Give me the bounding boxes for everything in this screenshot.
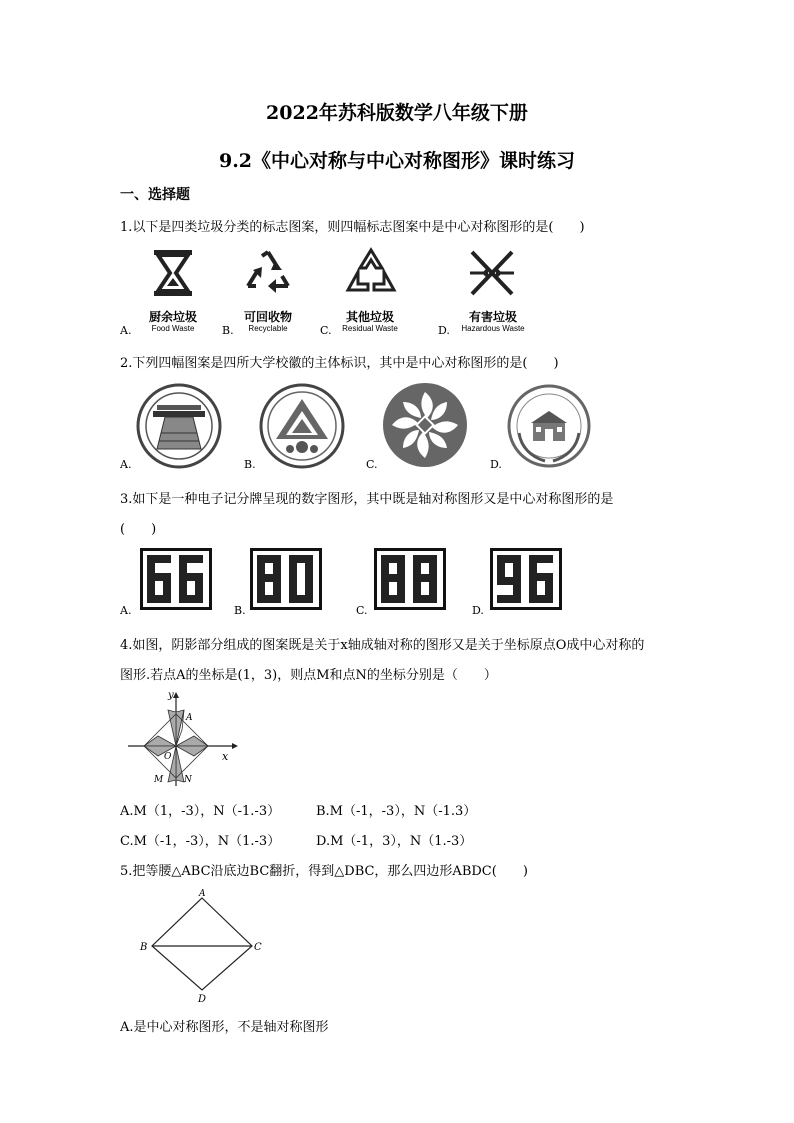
q1-label-c: C. <box>320 324 332 337</box>
digit-display-66 <box>143 551 209 607</box>
q3-label-c: C. <box>356 604 368 617</box>
question-3-paren: ( ) <box>120 522 157 537</box>
q5-rhombus-figure <box>138 888 268 1006</box>
point-label-c: C <box>254 942 262 953</box>
digit-display-80 <box>253 551 319 607</box>
q1-d-caption-cn: 有害垃圾 <box>468 310 517 324</box>
question-1-text: 1.以下是四类垃圾分类的标志图案，则四幅标志图案中是中心对称图形的是( ) <box>120 220 585 235</box>
q1-b-caption-en: Recyclable <box>248 324 288 333</box>
q4-option-c: C.M（-1，-3），N（1.-3） <box>120 834 281 849</box>
q3-label-d: D. <box>472 604 484 617</box>
axis-label-x: x <box>222 750 229 763</box>
q2-label-d: D. <box>490 458 502 471</box>
scoreboard-88 <box>374 548 446 610</box>
q3-label-b: B. <box>234 604 246 617</box>
axis-label-y: y <box>168 690 174 701</box>
scoreboard-66 <box>140 548 212 610</box>
university-emblem-c <box>381 382 469 468</box>
recycle-triangle-icon <box>242 248 294 298</box>
question-2-text: 2.下列四幅图案是四所大学校徽的主体标识，其中是中心对称图形的是( ) <box>120 356 559 371</box>
scoreboard-96 <box>490 548 562 610</box>
q1-c-caption-en: Residual Waste <box>342 324 398 333</box>
q2-label-a: A. <box>120 458 132 471</box>
scoreboard-80 <box>250 548 322 610</box>
q1-b-caption-cn: 可回收物 <box>243 310 292 324</box>
hazard-cross-icon <box>466 248 518 298</box>
question-4-text-line1: 4.如图，阴影部分组成的图案既是关于x轴成轴对称的图形又是关于坐标原点O成中心对称的 <box>120 638 645 653</box>
university-emblem-a <box>135 383 223 469</box>
q1-a-caption-cn: 厨余垃圾 <box>148 310 197 324</box>
q1-a-caption-en: Food Waste <box>151 324 195 333</box>
point-label-o: O <box>164 752 172 762</box>
q1-c-caption-cn: 其他垃圾 <box>345 310 394 324</box>
point-label-m: M <box>154 775 164 785</box>
q4-option-d: D.M（-1，3），N（1.-3） <box>316 834 473 849</box>
point-label-b: B <box>140 942 148 953</box>
university-emblem-d <box>505 383 593 469</box>
digit-display-88 <box>377 551 443 607</box>
point-label-a: A <box>199 889 206 899</box>
question-5-text: 5.把等腰△ABC沿底边BC翻折，得到△DBC，那么四边形ABDC( ) <box>120 864 528 879</box>
q5-option-a: A.是中心对称图形，不是轴对称图形 <box>120 1020 329 1035</box>
q4-option-a: A.M（1，-3），N（-1.-3） <box>120 804 281 819</box>
q4-option-b: B.M（-1，-3），N（-1.3） <box>316 804 477 819</box>
section-heading: 一、选择题 <box>120 187 190 203</box>
point-label-d: D <box>198 994 207 1005</box>
point-label-a: A <box>186 713 193 723</box>
q4-coordinate-figure <box>124 690 244 790</box>
question-4-text-line2: 图形.若点A的坐标是(1，3)，则点M和点N的坐标分别是（ ） <box>120 668 497 683</box>
q2-label-c: C. <box>366 458 378 471</box>
q1-label-b: B. <box>222 324 234 337</box>
q2-label-b: B. <box>244 458 256 471</box>
digit-display-96 <box>493 551 559 607</box>
point-label-n: N <box>184 775 192 785</box>
q1-d-caption-en: Hazardous Waste <box>461 324 525 333</box>
q1-label-d: D. <box>438 324 450 337</box>
q3-label-a: A. <box>120 604 132 617</box>
question-1-figures <box>120 244 560 339</box>
page-subtitle: 9.2《中心对称与中心对称图形》课时练习 <box>218 150 576 172</box>
page-title: 2022年苏科版数学八年级下册 <box>266 102 528 124</box>
q1-label-a: A. <box>120 324 132 337</box>
question-3-text: 3.如下是一种电子记分牌呈现的数字图形，其中既是轴对称图形又是中心对称图形的是 <box>120 492 614 507</box>
hourglass-icon <box>150 248 196 298</box>
university-emblem-b <box>258 383 346 469</box>
recycle-arrows-icon <box>344 246 398 298</box>
